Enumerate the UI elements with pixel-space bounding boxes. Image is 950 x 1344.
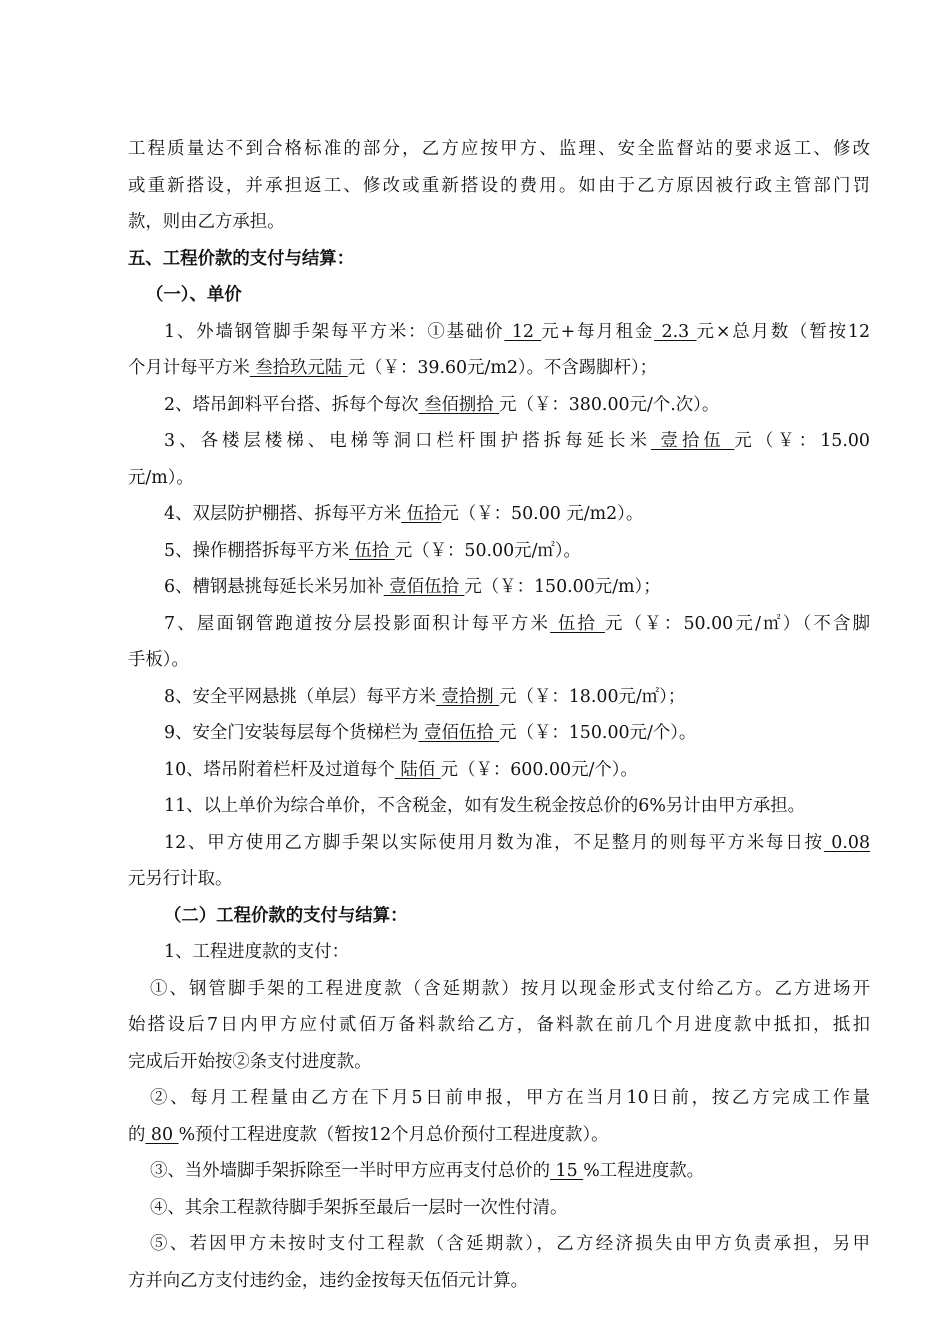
item-8: 8、安全平网悬挑（单层）每平方米 壹拾捌 元（￥：18.00元/㎡）； [164,686,686,707]
item-11: 11、以上单价为综合单价，不含税金，如有发生税金按总价的6%另计由甲方承担。 [164,796,806,816]
item-9: 9、安全门安装每层每个货梯栏为 壹佰伍拾 元（￥：150.00元/个）。 [164,723,697,743]
item-2: 2、塔吊卸料平台搭、拆每个每次 叁佰捌拾 元（￥：380.00元/个.次）。 [164,394,720,415]
item-1-amount-text: 叁拾玖元陆 [249,358,348,378]
item-1-line-2: 个月计每平方米 叁拾玖元陆 元（￥：39.60元/m2）。不含踢脚杆）； [128,358,658,378]
monthly-rent-value: 2.3 [654,321,697,342]
payment-heading: 1、工程进度款的支付： [164,942,349,962]
item-10-amount-text: 陆佰 [394,759,441,780]
payment-clause-1-line-3: 完成后开始按②条支付进度款。 [128,1051,372,1072]
item-2-amount-text: 叁佰捌拾 [418,394,500,415]
item-7-line-1: 7、屋面钢管跑道按分层投影面积计每平方米 伍拾 元（￥：50.00元/㎡）（不含脚 [164,613,870,634]
payment-clause-4: ④、其余工程款待脚手架拆至最后一层时一次性付清。 [150,1197,568,1218]
item-3-amount-text: 壹拾伍 [650,431,735,451]
item-12-line-2: 元另行计取。 [128,869,233,889]
item-4: 4、双层防护棚搭、拆每平方米 伍拾元（￥：50.00 元/m2）。 [164,504,644,524]
base-price-value: 12 [504,321,542,342]
intro-line-3: 款，则由乙方承担。 [128,212,285,232]
item-5-amount-text: 伍拾 [348,540,395,561]
daily-rate-value: 0.08 [823,832,871,853]
item-7-amount-text: 伍拾 [550,613,605,634]
payment-clause-2-line-1: ②、每月工程量由乙方在下月5日前申报，甲方在当月10日前，按乙方完成工作量 [150,1088,870,1108]
payment-clause-3: ③、当外墙脚手架拆除至一半时甲方应再支付总价的 15 %工程进度款。 [150,1161,705,1181]
payment-clause-2-line-2: 的 80 %预付工程进度款（暂按12个月总价预付工程进度款）。 [128,1124,609,1145]
item-5: 5、操作棚搭拆每平方米 伍拾 元（￥：50.00元/㎡）。 [164,540,581,561]
payment-clause-1-line-1: ①、钢管脚手架的工程进度款（含延期款）按月以现金形式支付给乙方。乙方进场开 [150,978,870,999]
section-5-title: 五、工程价款的支付与结算： [128,248,355,269]
payment-clause-1-line-2: 始搭设后7日内甲方应付贰佰万备料款给乙方，备料款在前几个月进度款中抵扣，抵扣 [128,1015,870,1035]
item-7-line-2: 手板）。 [128,650,189,670]
intro-line-1: 工程质量达不到合格标准的部分，乙方应按甲方、监理、安全监督站的要求返工、修改 [128,139,870,159]
dismantle-payment-percent: 15 [550,1161,584,1181]
subsection-1-title: （一）、单价 [146,285,242,305]
item-8-amount-text: 壹拾捌 [435,686,500,707]
subsection-2-title: （二）工程价款的支付与结算： [164,905,408,926]
payment-clause-5-line-1: ⑤、若因甲方未按时支付工程款（含延期款），乙方经济损失由甲方负责承担，另甲 [150,1234,870,1254]
item-4-amount-text: 伍拾 [401,504,442,524]
item-12-line-1: 12、甲方使用乙方脚手架以实际使用月数为准，不足整月的则每平方米每日按 0.08 [164,832,871,853]
item-10: 10、塔吊附着栏杆及过道每个 陆佰 元（￥：600.00元/个）。 [164,759,638,780]
document-page [128,131,870,1299]
item-3-line-1: 3、各楼层楼梯、电梯等洞口栏杆围护搭拆每延长米 壹拾伍 元（￥：15.00 [164,431,870,451]
item-1-line-1: 1、外墙钢管脚手架每平方米：①基础价 12 元+每月租金 2.3 元×总月数（暂按12 [164,321,871,342]
intro-line-2: 或重新搭设，并承担返工、修改或重新搭设的费用。如由于乙方原因被行政主管部门罚 [128,175,870,196]
item-6-amount-text: 壹佰伍拾 [383,577,465,597]
item-9-amount-text: 壹佰伍拾 [418,723,500,743]
item-3-line-2: 元/m）。 [128,467,194,488]
item-6: 6、槽钢悬挑每延长米另加补 壹佰伍拾 元（￥：150.00元/m）； [164,577,661,597]
payment-clause-5-line-2: 方并向乙方支付违约金，违约金按每天伍佰元计算。 [128,1270,528,1291]
progress-payment-percent: 80 [145,1124,179,1145]
